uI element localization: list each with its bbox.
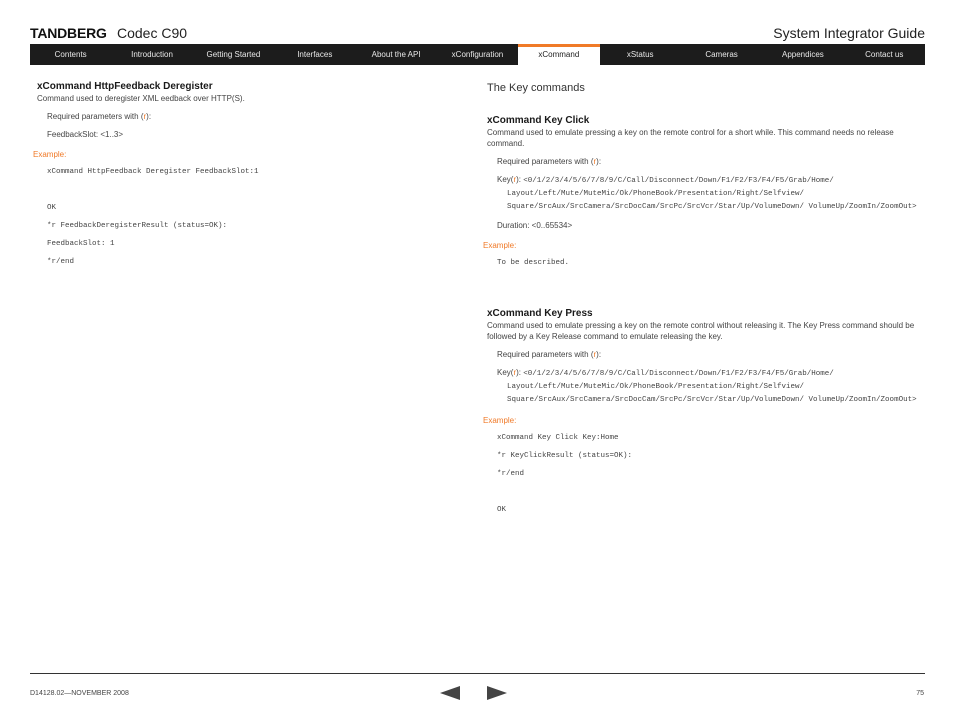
tab-xconfiguration[interactable]: xConfiguration: [451, 50, 504, 59]
example-line: *r/end: [47, 258, 75, 266]
example-line: OK: [497, 506, 507, 514]
tab-contents[interactable]: Contents: [54, 50, 87, 59]
tab-appendices[interactable]: Appendices: [782, 50, 824, 59]
param-duration: Duration: <0..65534>: [497, 221, 573, 230]
command-title: xCommand Key Click: [487, 115, 590, 126]
next-page-icon[interactable]: [487, 686, 507, 700]
command-description: Command used to deregister XML eedback over HTTP(S).: [37, 94, 245, 103]
required-params-label: Required parameters with (r):: [47, 112, 152, 121]
product-name: Codec C90: [117, 25, 188, 41]
guide-title: System Integrator Guide: [773, 25, 925, 41]
command-title: xCommand Key Press: [487, 308, 593, 319]
document-id: D14128.02—NOVEMBER 2008: [30, 690, 129, 697]
tab-about-api[interactable]: About the API: [371, 50, 421, 59]
example-line: *r KeyClickResult (status=OK):: [497, 452, 633, 460]
tab-introduction[interactable]: Introduction: [131, 50, 173, 59]
required-params-label: Required parameters with (r):: [497, 350, 602, 359]
tab-getting-started[interactable]: Getting Started: [206, 50, 261, 59]
example-label: Example:: [483, 241, 517, 250]
footer-divider: [30, 673, 925, 674]
example-line: *r/end: [497, 470, 525, 478]
param-key: Key(r): <0/1/2/3/4/5/6/7/8/9/C/Call/Disconnect/Down/F1/F2/F3/F4/F5/Grab/Home/ Layout/Left/Mute/MuteMic/Ok/PhoneBook/Presentation/Right/Selfview/ Square/SrcAux/SrcCamera/SrcDocCam/SrcPc/SrcVcr/Star/Up/VolumeDown/ VolumeUp/ZoomIn/ZoomOut>: [497, 368, 917, 404]
tab-cameras[interactable]: Cameras: [705, 50, 738, 59]
example-line: OK: [47, 204, 57, 212]
example-line: FeedbackSlot: 1: [47, 240, 115, 248]
example-line: xCommand HttpFeedback Deregister FeedbackSlot:1: [47, 168, 259, 176]
example-line: [47, 185, 457, 196]
example-line: To be described.: [497, 259, 570, 267]
section-heading: The Key commands: [487, 82, 585, 94]
tab-contact-us[interactable]: Contact us: [865, 50, 904, 59]
required-params-label: Required parameters with (r):: [497, 157, 602, 166]
previous-page-icon[interactable]: [440, 686, 460, 700]
example-line: [497, 487, 917, 498]
command-description: Command used to emulate pressing a key on the remote control for a short while. This command needs no release command.: [487, 128, 894, 148]
example-label: Example:: [33, 150, 67, 159]
example-line: *r FeedbackDeregisterResult (status=OK):: [47, 222, 228, 230]
left-column: [33, 80, 457, 268]
example-line: xCommand Key Click Key:Home: [497, 434, 619, 442]
example-label: Example:: [483, 416, 517, 425]
page-header: [30, 24, 925, 44]
top-nav: [30, 44, 925, 65]
param-key: Key(r): <0/1/2/3/4/5/6/7/8/9/C/Call/Disconnect/Down/F1/F2/F3/F4/F5/Grab/Home/ Layout/Left/Mute/MuteMic/Ok/PhoneBook/Presentation/Right/Selfview/ Square/SrcAux/SrcCamera/SrcDocCam/SrcPc/SrcVcr/Star/Up/VolumeDown/ VolumeUp/ZoomIn/ZoomOut>: [497, 175, 917, 211]
right-column: [483, 80, 917, 516]
param-feedbackslot: FeedbackSlot: <1..3>: [47, 130, 124, 139]
command-description: Command used to emulate pressing a key on the remote control without releasing it. The Key Press command should be followed by a Key Release command to emulate releasing the key.: [487, 321, 915, 341]
tandberg-logo: TANDBERG: [30, 25, 107, 41]
tab-xstatus[interactable]: xStatus: [626, 50, 654, 59]
page-number: 75: [916, 690, 924, 697]
tab-interfaces[interactable]: Interfaces: [297, 50, 333, 59]
tab-xcommand[interactable]: xCommand: [518, 44, 599, 65]
command-title: xCommand HttpFeedback Deregister: [37, 81, 213, 92]
